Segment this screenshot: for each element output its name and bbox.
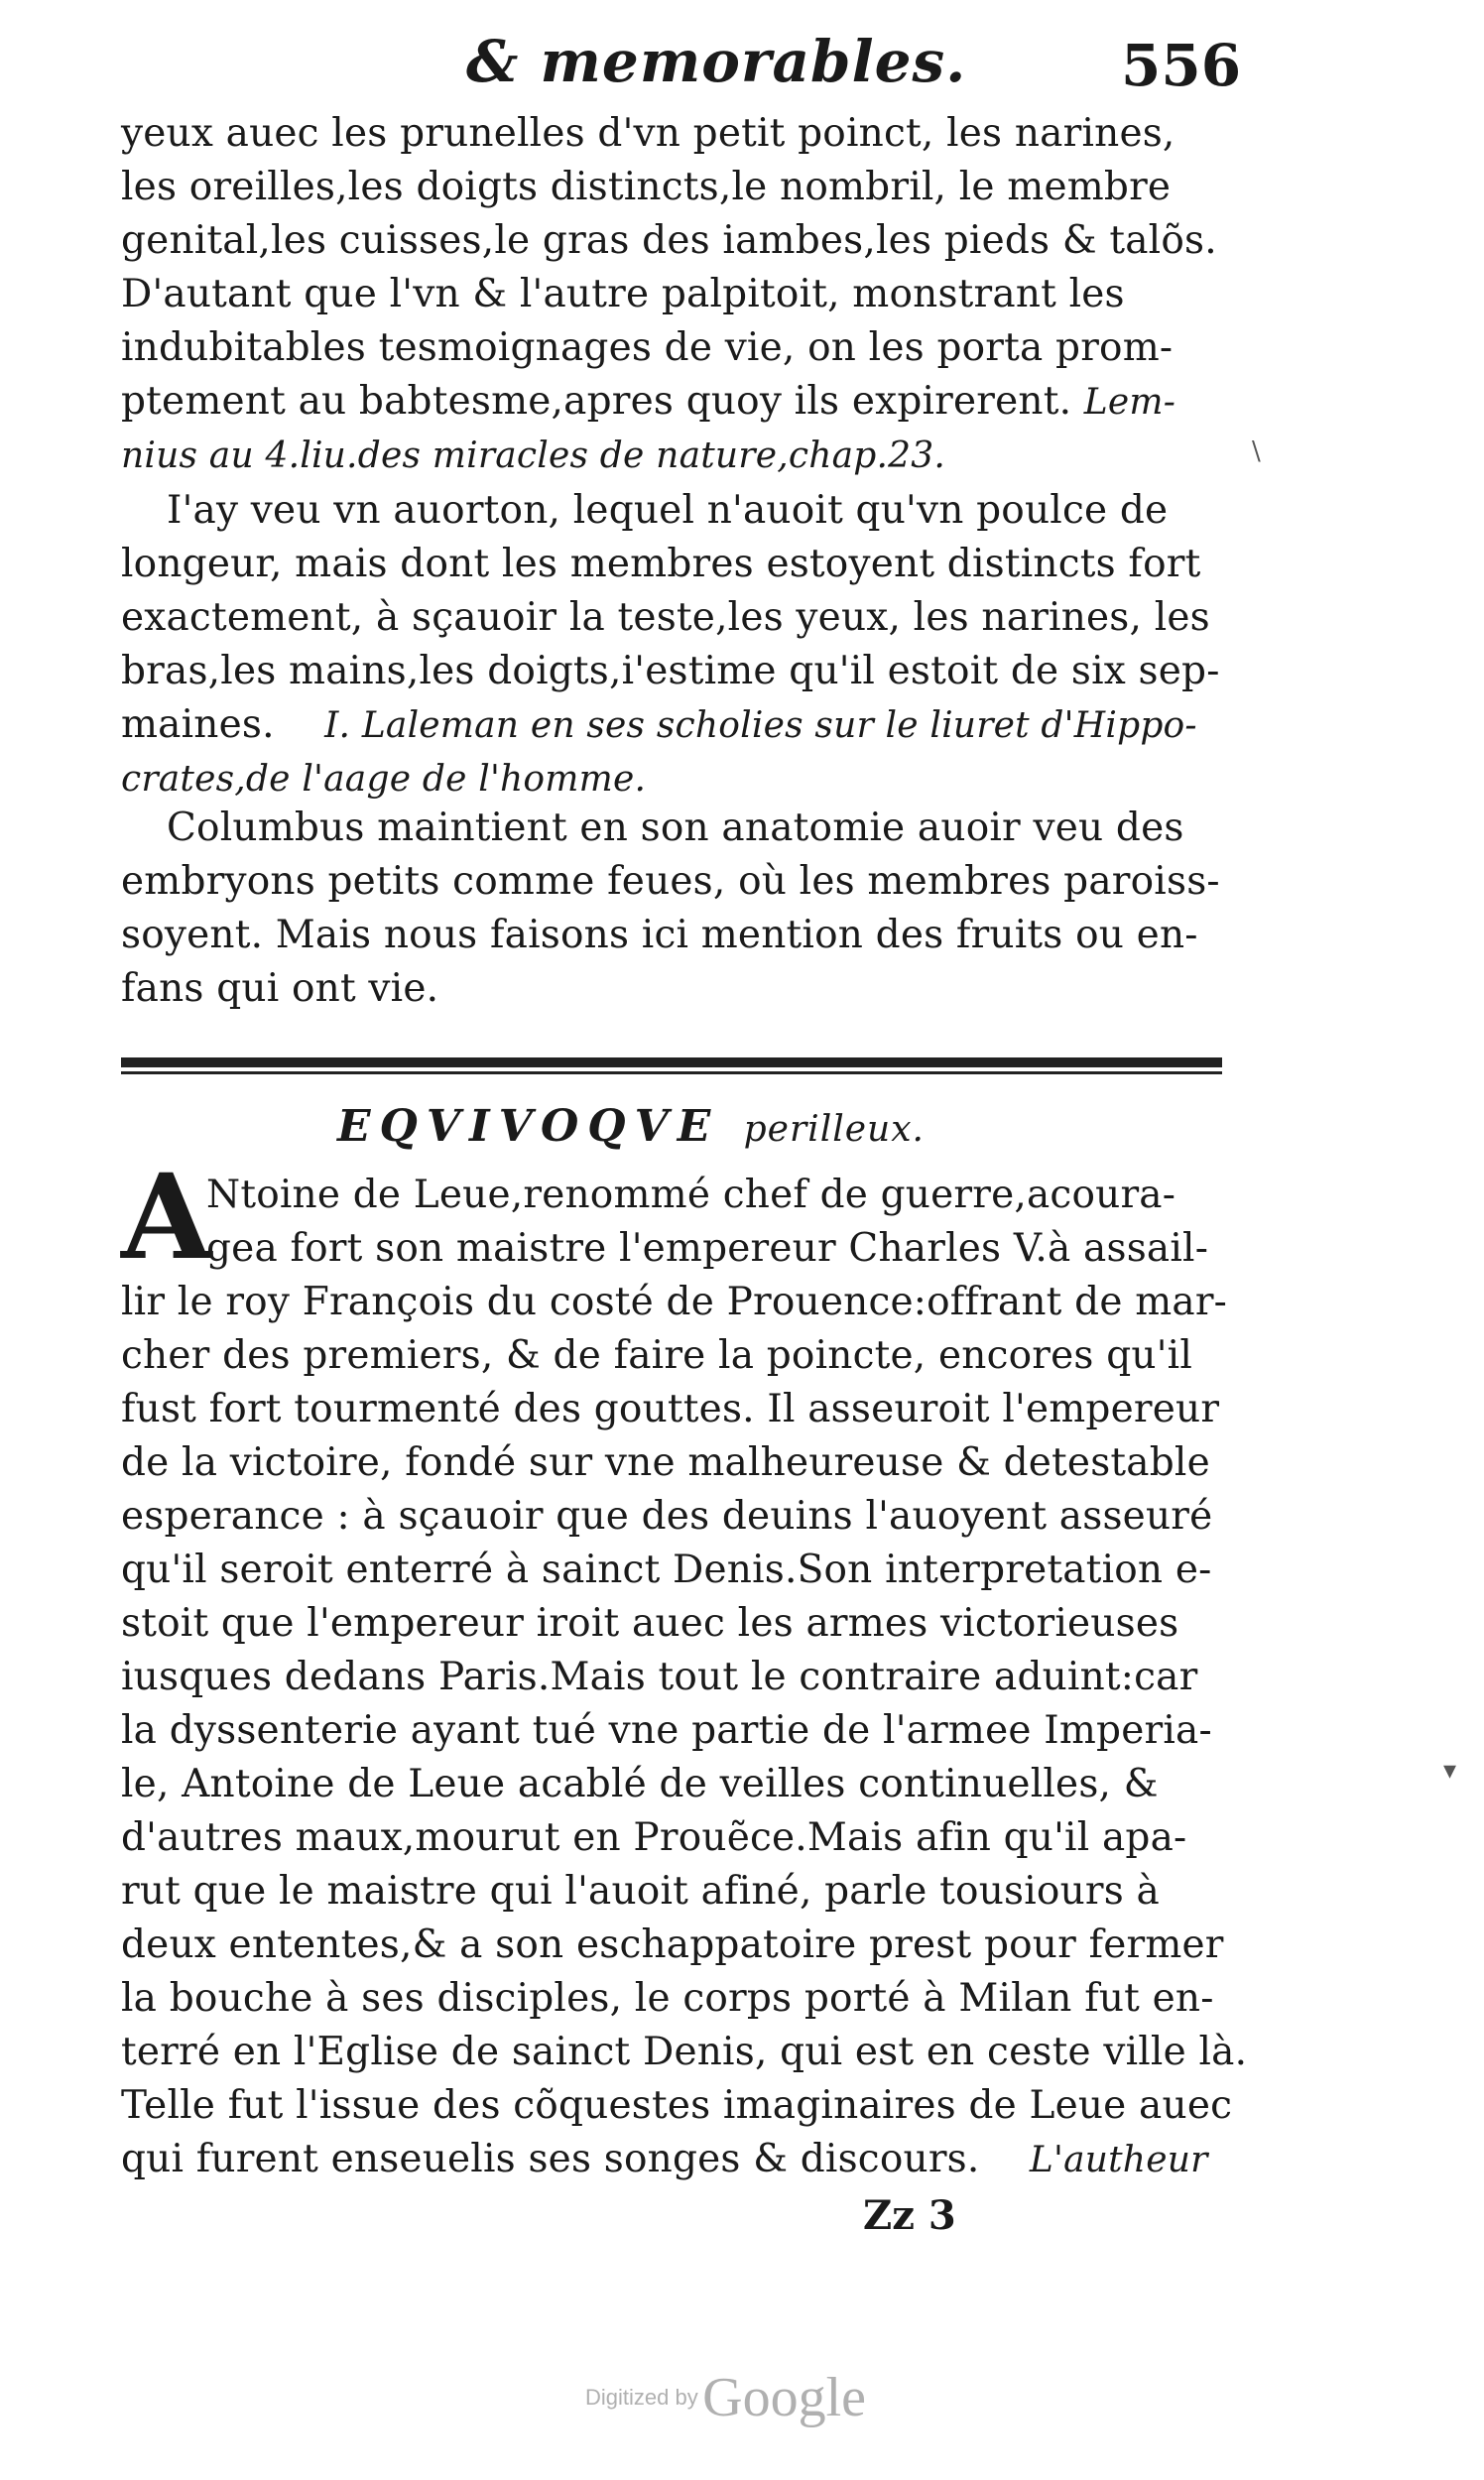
paragraph-3 [121, 802, 1222, 1016]
google-logo: Google [702, 2367, 867, 2428]
section-divider [121, 1057, 1222, 1067]
text-line: genital,les cuisses,le gras des iambes,les pieds & talõs. [121, 218, 1217, 263]
text-line: rut que le maistre qui l'auoit afiné, parle tousiours à [121, 1869, 1161, 1914]
text-line: deux ententes,& a son eschappatoire prest pour fermer [121, 1922, 1224, 1967]
text-line: D'autant que l'vn & l'autre palpitoit, monstrant les [121, 272, 1125, 316]
source-citation: crates,de l'aage de l'homme. [121, 759, 647, 800]
text-line: fust fort tourmenté des gouttes. Il asseuroit l'empereur [121, 1387, 1220, 1431]
text-fragment: maines. [121, 702, 275, 747]
text-line: le, Antoine de Leue acablé de veilles continuelles, & [121, 1762, 1159, 1806]
paragraph-1 [121, 107, 1222, 483]
text-line: Columbus maintient en son anatomie auoir veu des [167, 806, 1184, 850]
paragraph-2 [121, 484, 1222, 806]
section-heading [337, 1101, 925, 1152]
text-line: stoit que l'empereur iroit auec les armes victorieuses [121, 1601, 1179, 1646]
text-line: lir le roy François du costé de Prouence:offrant de mar- [121, 1280, 1228, 1324]
text-line [121, 2133, 1222, 2187]
source-citation: Lem- [1083, 382, 1176, 423]
text-line: terré en l'Eglise de sainct Denis, qui est en ceste ville là. [121, 2030, 1248, 2074]
text-line: iusques dedans Paris.Mais tout le contraire aduint:car [121, 1655, 1198, 1699]
section-heading-rest: perilleux. [743, 1109, 925, 1150]
text-line: longeur, mais dont les membres estoyent distincts fort [121, 542, 1201, 586]
text-line: qu'il seroit enterré à sainct Denis.Son interpretation e- [121, 1548, 1212, 1592]
text-line: cher des premiers, & de faire la poincte, encores qu'il [121, 1333, 1192, 1378]
text-line: Telle fut l'issue des cõquestes imaginaires de Leue auec [121, 2083, 1233, 2128]
story-paragraph [121, 1169, 1248, 2187]
text-line: soyent. Mais nous faisons ici mention des fruits ou en- [121, 913, 1198, 957]
scan-speck-icon: \ [1252, 436, 1261, 466]
text-line: fans qui ont vie. [121, 966, 439, 1011]
text-line: exactement, à sçauoir la teste,les yeux, les narines, les [121, 595, 1210, 640]
source-citation: nius au 4.liu.des miracles de nature,chap.23. [121, 435, 945, 476]
text-line: les oreilles,les doigts distincts,le nombril, le membre [121, 165, 1172, 209]
text-line: esperance : à sçauoir que des deuins l'auoyent asseuré [121, 1494, 1213, 1539]
text-line: yeux auec les prunelles d'vn petit poinct, les narines, [121, 111, 1175, 156]
text-line: gea fort son maistre l'empereur Charles V.à assail- [206, 1226, 1209, 1271]
text-line [121, 698, 1222, 753]
text-line: la bouche à ses disciples, le corps porté à Milan fut en- [121, 1976, 1214, 2021]
page-number: 556 [1121, 32, 1242, 99]
text-line: la dyssenterie ayant tué vne partie de l'armee Imperia- [121, 1708, 1212, 1753]
signature-mark: Zz 3 [863, 2192, 956, 2239]
text-line: bras,les mains,les doigts,i'estime qu'il estoit de six sep- [121, 649, 1220, 693]
source-citation: I. Laleman en ses scholies sur le liuret d'Hippo- [324, 705, 1197, 746]
text-line: d'autres maux,mourut en Prouẽce.Mais afin qu'il apa- [121, 1815, 1187, 1860]
catchword: L'autheur [1029, 2140, 1208, 2180]
text-line: indubitables tesmoignages de vie, on les porta prom- [121, 325, 1174, 370]
text-line: Ntoine de Leue,renommé chef de guerre,acoura- [206, 1173, 1176, 1217]
text-line: de la victoire, fondé sur vne malheureuse & detestable [121, 1440, 1210, 1485]
scan-speck-icon: ▾ [1443, 1756, 1457, 1786]
text-fragment: qui furent enseuelis ses songes & discours. [121, 2137, 980, 2181]
text-fragment: ptement au babtesme,apres quoy ils expirerent. [121, 379, 1072, 424]
text-line: I'ay veu vn auorton, lequel n'auoit qu'vn poulce de [167, 488, 1169, 533]
text-line [121, 375, 1222, 430]
drop-cap: A [121, 1148, 212, 1286]
text-line: embryons petits comme feues, où les membres paroiss- [121, 859, 1220, 904]
section-divider-thin [121, 1071, 1222, 1074]
digitized-watermark [585, 2366, 866, 2429]
watermark-prefix: Digitized by [585, 2385, 698, 2410]
section-heading-main: EQVIVOQVE [337, 1101, 720, 1152]
running-head: & memorables. [466, 28, 967, 95]
